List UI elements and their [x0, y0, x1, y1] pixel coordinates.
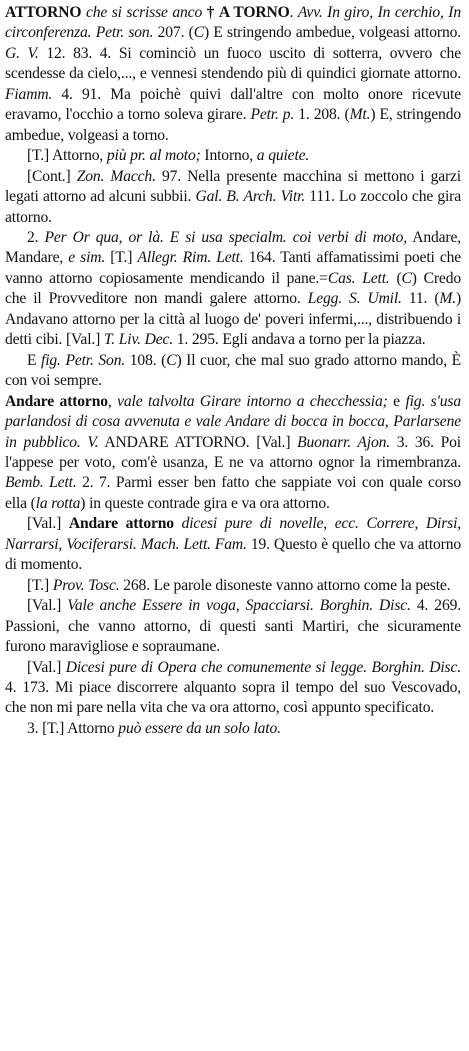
text-run: Intorno,	[200, 147, 257, 165]
text-run: ) E stringendo ambedue, volgeasi attorno.	[203, 24, 462, 42]
text-run: Per Or qua, or là. E si usa specialm. coi verbi di moto,	[44, 228, 408, 246]
text-run: Allegr. Rim. Lett.	[137, 249, 244, 267]
text-run: 3. 36. Poi l'appese per voto, com'è usanza, E ne va attorno ognor la rimembranza.	[5, 433, 461, 471]
text-run: ) Andavano attorno per la città al luogo de' poveri infermi,..., distribuendo i detti cibi. [Val.]	[5, 290, 462, 349]
text-run: ATTORNO	[5, 4, 82, 21]
text-run: . [Val.]	[245, 433, 298, 451]
sense-in-voga	[5, 596, 461, 657]
text-run: e	[387, 392, 406, 410]
text-run: Fiamm.	[5, 85, 53, 103]
text-run: Dicesi pure di Opera che comunemente si legge. Borghin. Disc.	[65, 658, 461, 676]
text-run: ) Credo che il Provveditore non mandi galere attorno.	[5, 269, 461, 308]
text-run: 12. 83. 4. Si cominciò un fuoco uscito di sotterra, ovvero che scendesse da cielo,..., e vennesi stendendo più di quindici giornate attorno.	[5, 44, 461, 83]
text-run: ) in queste contrade gira e va ora attorno.	[80, 494, 330, 512]
text-run: C	[401, 269, 412, 287]
text-run: (	[389, 269, 402, 287]
text-run: può essere da un solo lato.	[118, 719, 281, 737]
text-run: Andare, Mandare,	[5, 228, 461, 267]
text-run: T. Liv. Dec.	[103, 331, 174, 349]
text-run: Mt.	[349, 106, 371, 124]
text-run: Andare attorno	[5, 392, 108, 410]
sub-entry-andare-attorno	[5, 392, 461, 515]
text-run: [T.]	[27, 576, 53, 594]
text-run: 11. (	[401, 290, 440, 308]
entry-note-usage	[5, 146, 461, 166]
text-run: 108. (	[125, 351, 167, 369]
text-run: 4. 173. Mi piace discorrere alquanto sopra il tempo del suo Vescovado, che non mi pare nella vita che va ora attorno, così appunto specificato.	[5, 678, 461, 717]
text-run: fig. Petr. Son.	[41, 351, 126, 369]
text-run: Cas. Lett.	[327, 269, 390, 287]
text-run: , vale talvolta Girare intorno a checchessia;	[107, 392, 388, 410]
entry-citation-cont	[5, 167, 461, 228]
text-run: dicesi pure di novelle, ecc. Correre, Dirsi, Narrarsi, Vociferarsi. Mach. Lett. Fam.	[5, 515, 462, 553]
text-run: G. V.	[5, 44, 39, 62]
sense-opera	[5, 658, 461, 719]
text-run: fig. s'usa parlandosi di cosa avvenuta e vale Andare di bocca in bocca, Parlarsene in pubblico. V.	[5, 392, 461, 451]
text-run: 19. Questo è quello che va attorno di momento.	[5, 535, 461, 574]
text-run: 111. Lo zoccolo che gira attorno.	[5, 188, 461, 226]
text-run: 3. [T.] Attorno	[27, 719, 119, 737]
text-run: † A TORNO	[206, 4, 290, 21]
proverb-citation	[5, 576, 461, 596]
text-run: 4. 91. Ma poichè quivi dall'altre con molto onore ricevute eravamo, l'occhio a torno soleva girare.	[5, 85, 461, 124]
text-run: 4. 269. Passioni, che vanno attorno, di questi santi Martiri, che sicuramente furono maravigliose e sopraumane.	[5, 597, 461, 656]
sub-entry-andare-attorno-novelle	[5, 514, 461, 575]
text-run: e sim.	[68, 249, 106, 267]
text-run: 1. 208. (	[294, 106, 350, 124]
text-run: C	[166, 351, 177, 369]
text-run: Prov. Tosc.	[52, 576, 120, 594]
text-run: ) Il cuor, che mal suo grado attorno mando, È con voi sempre.	[5, 351, 461, 390]
text-run: Buonarr. Ajon.	[297, 433, 391, 451]
text-run: 97. Nella presente macchina si mettono i garzi legati attorno ad alcuni subbii.	[5, 167, 461, 206]
text-run: 268. Le parole disoneste vanno attorno come la peste.	[119, 576, 451, 594]
text-run: Gal. B. Arch. Vitr.	[195, 188, 306, 206]
text-run: C	[193, 24, 204, 42]
text-run: che si scrisse anco	[81, 4, 207, 21]
text-run: E	[27, 351, 42, 369]
text-run: .	[289, 4, 298, 21]
text-run: Legg. S. Umil.	[307, 290, 402, 308]
text-run: ANDARE ATTORNO	[98, 433, 246, 451]
text-run: a quiete.	[256, 147, 310, 165]
sense-3	[5, 719, 461, 739]
text-run: Bemb. Lett.	[5, 474, 77, 492]
text-run: [Val.]	[27, 597, 68, 615]
text-run: Petr. p.	[250, 106, 295, 124]
text-run: 207. (	[153, 24, 194, 42]
sense-2	[5, 228, 461, 351]
text-run: Andare attorno	[68, 515, 174, 533]
text-run: Avv. In giro, In cerchio, In circonferenza. Petr. son.	[5, 4, 461, 42]
text-run: 2.	[27, 228, 45, 246]
text-run: 2. 7. Parmi esser ben fatto che sappiate voi con quale corso ella (	[5, 474, 461, 512]
text-run: Vale anche Essere in voga, Spacciarsi. Borghin. Disc.	[67, 597, 411, 615]
text-run: [Val.]	[27, 515, 69, 533]
text-run: [Val.]	[27, 658, 66, 676]
entry-definition	[5, 3, 461, 146]
text-run: M.	[439, 290, 456, 308]
text-run: più pr. al moto;	[106, 147, 201, 165]
text-run: 164. Tanti affamatissimi poeti che vanno attorno copiosamente mendicando il pane.=	[5, 249, 462, 287]
text-run: [Cont.]	[27, 167, 77, 185]
text-run: 1. 295. Egli andava a torno per la piazza.	[173, 331, 426, 349]
sense-2-figurative	[5, 351, 461, 392]
text-run: la rotta	[35, 494, 81, 512]
text-run: [T.] Attorno,	[27, 147, 107, 165]
text-run: Zon. Macch.	[76, 167, 156, 185]
text-run: [T.]	[105, 249, 138, 267]
text-run: ) E, stringendo ambedue, volgeasi a torno.	[5, 106, 461, 144]
